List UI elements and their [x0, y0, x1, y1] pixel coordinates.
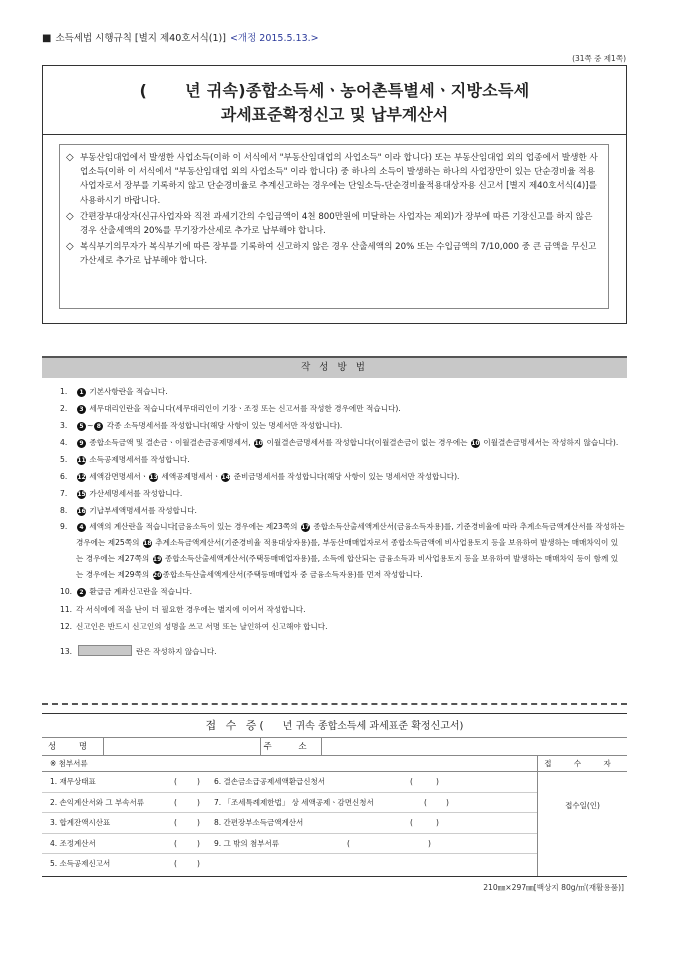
receipt-name-row: [42, 738, 627, 756]
guide-item: 5. 11 소득공제명세서를 작성합니다.: [60, 454, 190, 464]
circled-number-icon: 11: [77, 456, 86, 464]
revision-date: <개정 2015.5.13.>: [229, 33, 319, 44]
circled-number-icon: 8: [94, 422, 103, 431]
circled-number-icon: 20: [152, 572, 162, 580]
guide-item: 11. 각 서식에에 적을 난이 더 필요한 경우에는 별지에 이어서 작성합니다.: [60, 604, 306, 614]
guide-item: 12. 신고인은 반드시 신고인의 성명을 쓰고 서명 또는 날인하여 신고해야 합니다.: [60, 621, 328, 631]
circled-number-icon: 4: [77, 523, 86, 532]
guide-item: 2. 3 세무대리인란을 적습니다(세무대리인이 기장ㆍ조정 또는 신고서를 작성한 경우에만 적습니다).: [60, 404, 401, 414]
guide-item: 7. 15 가산세명세서를 작성합니다.: [60, 489, 183, 499]
circled-number-icon: 1: [77, 388, 86, 397]
guide-header: 작 성 방 법: [42, 356, 627, 378]
guide-item: 9. 4 세액의 계산란을 적습니다[금융소득이 있는 경우에는 제23쪽의 17 종합소득산출세액계산서(금융소득자용)를, 기준경비율에 따라 추계소득금액계산서를 작성하는 경우에는 제25쪽의 18 추계소득금액계산서(기준경비율 적용대상자용)를, 부동산매매업자로서 종합소득금액에 비사업용토지 등을 보유하여 발생하는 매매차익이 있는 경우에는 제27쪽의 19 종합소득산출세액계산서(주택등매매업자용)를, 소득에 합산되는 금융소득과 비사업용토지 등을 보유하여 발생하는 매매차익 등이 함께 있는 경우에는 제29쪽의 20종합소득산출세액계산서(주택등매매업자 중 금융소득자용)를 먼저 작성합니다.: [60, 522, 625, 580]
attachment-row: 2. 손익계산서와 그 부속서류 ( ) 7. 「조세특례제한법」 상 세액공제ㆍ감면신청서 ( ): [42, 793, 537, 814]
circled-number-icon: 15: [77, 491, 86, 499]
name-label: 성 명: [42, 738, 104, 756]
receipt-date-label: 접수일(인): [565, 801, 600, 810]
notice-item: ◇ 부동산임대업에서 발생한 사업소득(이하 이 서식에서 "부동산임대업의 사업소득" 이라 합니다) 또는 부동산임대업 외의 업종에서 발생한 사업소득(이하 이 서식에서 "부동산임대업 외의 사업소득" 이라 합니다) 중 하나의 소득이 발생하는 하나의 사업장만이 있는 단순경비율 적용사업자로서 장부를 기록하지 않고 단순경비율로 추계신고하는 경우에는 단일소득-단순경비율적용대상자용 신고서 [별지 제40호서식(4)]를 사용하시기 바랍니다.: [66, 152, 598, 206]
form-title-line1: ( 년 귀속)종합소득세ㆍ농어촌특별세ㆍ지방소득세: [139, 81, 530, 100]
receiver-box: [537, 756, 627, 876]
circled-number-icon: 9: [77, 439, 86, 448]
circled-number-icon: 14: [221, 473, 230, 481]
square-bullet-icon: ■: [42, 33, 52, 44]
circled-number-icon: 18: [143, 540, 152, 548]
attachment-row: 4. 조정계산서 ( ) 9. 그 밖의 첨부서류 ( ): [42, 834, 537, 855]
guide-item: 8. 16 기납부세액명세서를 작성합니다.: [60, 506, 197, 516]
attachment-row: 5. 소득공제신고서 ( ): [50, 859, 200, 868]
guide-item: 13. 란은 작성하지 않습니다.: [60, 647, 217, 657]
circled-number-icon: 3: [77, 405, 86, 414]
circled-number-icon: 13: [149, 473, 158, 481]
receipt-section: [42, 713, 627, 877]
attachment-row: 1. 재무상태표 ( ) 6. 결손금소급공제세액환급신청서 ( ): [42, 772, 537, 793]
guide-item: 4. 9 종합소득금액 및 결손금ㆍ이월결손금공제명세서, 10 이월결손금명세서를 작성합니다(이월결손금이 없는 경우에는 10 이월결손금명세서는 작성하지 않습니다).: [60, 437, 619, 447]
guide-item: 10. 2 환급금 계좌신고란을 적습니다.: [60, 587, 193, 597]
guide-list: [60, 383, 625, 660]
attachment-header: ※ 첨부서류: [42, 756, 537, 772]
circled-number-icon: 5: [77, 422, 86, 431]
circled-number-icon: 16: [77, 508, 86, 516]
form-header: [42, 30, 319, 44]
diamond-icon: ◇: [66, 241, 74, 253]
guide-item: 1. 1 기본사항란을 적습니다.: [60, 387, 168, 396]
circled-number-icon: 17: [301, 524, 310, 532]
cut-line: [42, 703, 627, 705]
diamond-icon: ◇: [66, 152, 74, 163]
notice-item: ◇ 간편장부대상자(신규사업자와 직전 과세기간의 수입금액이 4천 800만원에 미달하는 사업자는 제외)가 장부에 따른 기장신고를 하지 않은 경우 산출세액의 20%를 무기장가산세로 추가로 납부해야 합니다.: [66, 210, 593, 237]
shaded-field-sample: [78, 645, 132, 656]
guide-item: 3. 5 ~ 8 각종 소득명세서를 작성합니다(해당 사항이 있는 명세서만 작성합니다).: [60, 421, 343, 431]
address-label: 주 소: [260, 738, 322, 756]
receiver-label: 접 수 자: [538, 756, 627, 772]
page-info: (31쪽 중 제1쪽): [572, 54, 626, 63]
receipt-title: 접 수 증( 년 귀속 종합소득세 과세표준 확정신고서): [42, 714, 627, 738]
title-divider: [43, 134, 626, 135]
circled-number-icon: 19: [152, 556, 162, 564]
circled-number-icon: 10: [254, 439, 263, 447]
diamond-icon: ◇: [66, 210, 74, 222]
paper-spec: 210㎜×297㎜[백상지 80g/㎡(재활용품)]: [483, 883, 624, 892]
notice-item: ◇ 복식부기의무자가 복식부기에 따른 장부를 기록하여 신고하지 않은 경우 산출세액의 20% 또는 수입금액의 7/10,000 중 큰 금액을 무신고가산세로 추가로 납부해야 합니다.: [66, 241, 597, 267]
circled-number-icon: 12: [77, 473, 86, 481]
attachment-row: 3. 합계잔액시산표 ( ) 8. 간편장부소득금액계산서 ( ): [42, 813, 537, 834]
notice-box: [59, 144, 609, 309]
circled-number-icon: 10: [471, 439, 480, 447]
title-box: [42, 65, 627, 324]
attachment-list: [42, 756, 537, 876]
circled-number-icon: 2: [77, 588, 86, 597]
law-reference: 소득세법 시행규칙 [별지 제40호서식(1)]: [55, 33, 226, 44]
guide-item: 6. 12 세액감면명세서ㆍ13 세액공제명세서ㆍ14 준비금명세서를 작성합니다(해당 사항이 있는 명세서만 작성합니다).: [60, 471, 460, 481]
form-title-line2: 과세표준확정신고 및 납부계산서: [220, 105, 449, 124]
